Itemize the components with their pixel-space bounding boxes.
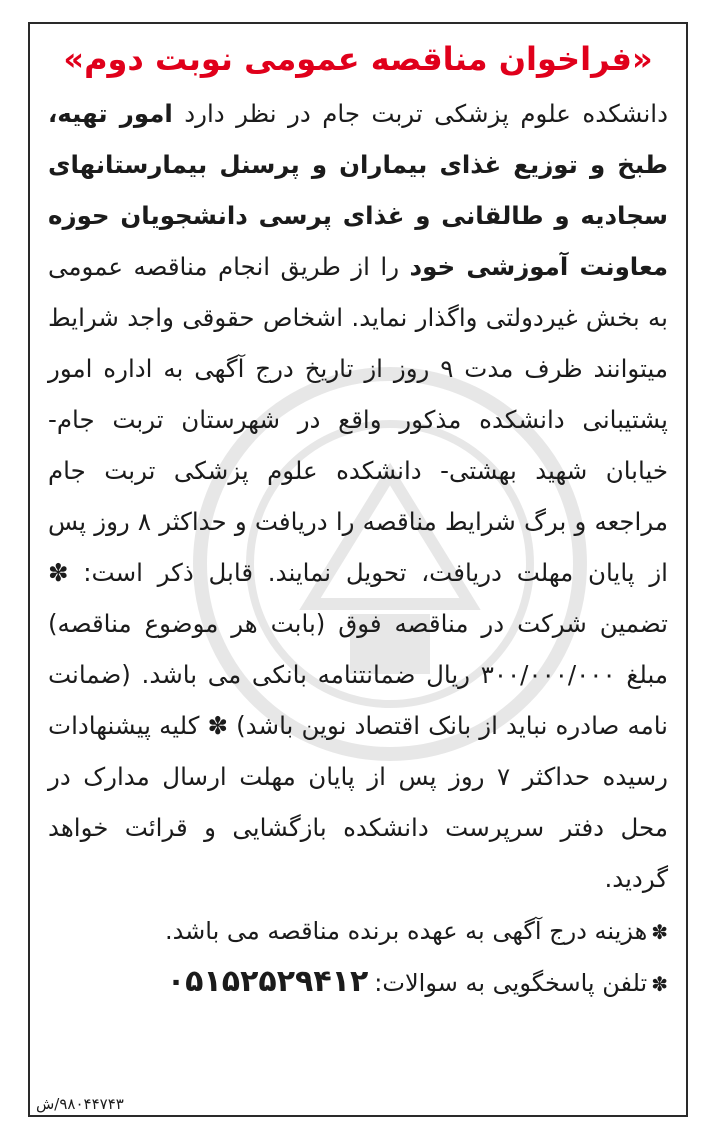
main-paragraph: را از طریق انجام مناقصه عمومی به بخش غیردولتی واگذار نماید. اشخاص حقوقی واجد شرایط میتوانند ظرف مدت ۹ روز از تاریخ درج آگهی به اداره امور پشتیبانی دانشکده مذکور واقع در شهرستان تربت جام- خیابان شهید بهشتی- دانشکده علوم پزشکی تربت جام مراجعه و برگ شرایط مناقصه را دریافت و حداکثر ۸ روز پس از پایان مهلت دریافت، تحویل نمایند. قابل ذکر است: ✽ تضمین شرکت در مناقصه فوق (بابت هر موضوع مناقصه) مبلغ ۳۰۰/۰۰۰/۰۰۰ ریال ضمانتنامه بانکی می باشد. (ضمانت نامه صادره نباید از بانک اقتصاد نوین باشد) ✽ کلیه پیشنهادات رسیده حداکثر ۷ روز پس از پایان مهلت ارسال مدارک در محل دفتر سرپرست دانشکده بازگشایی و قرائت خواهد گردید. [48,252,669,893]
phone-label: تلفن پاسخگویی به سوالات: [374,969,648,997]
note-phone [48,957,668,1009]
ad-code: ۹۸۰۴۴۷۴۳/ش [36,1095,124,1113]
notice-frame [28,22,688,1117]
asterisk-bullet-icon: ✽ [651,972,668,996]
note-cost-text: هزینه درج آگهی به عهده برنده مناقصه می باشد. [164,917,648,945]
tender-subject: امور تهیه، طبخ و توزیع غذای بیماران و پرسنل بیمارستانهای سجادیه و طالقانی و غذای پرسی دانشجویان حوزه معاونت آموزشی خود [48,99,669,281]
notes-section [48,906,668,1009]
intro-text: دانشکده علوم پزشکی تربت جام در نظر دارد [172,99,668,128]
asterisk-bullet-icon: ✽ [651,920,668,944]
notice-body [48,88,668,904]
note-advertisement-cost [48,906,668,957]
phone-number: ۰۵۱۵۲۵۲۹۴۱۲ [166,964,369,999]
notice-title: «فراخوان مناقصه عمومی نوبت دوم» [63,40,653,78]
